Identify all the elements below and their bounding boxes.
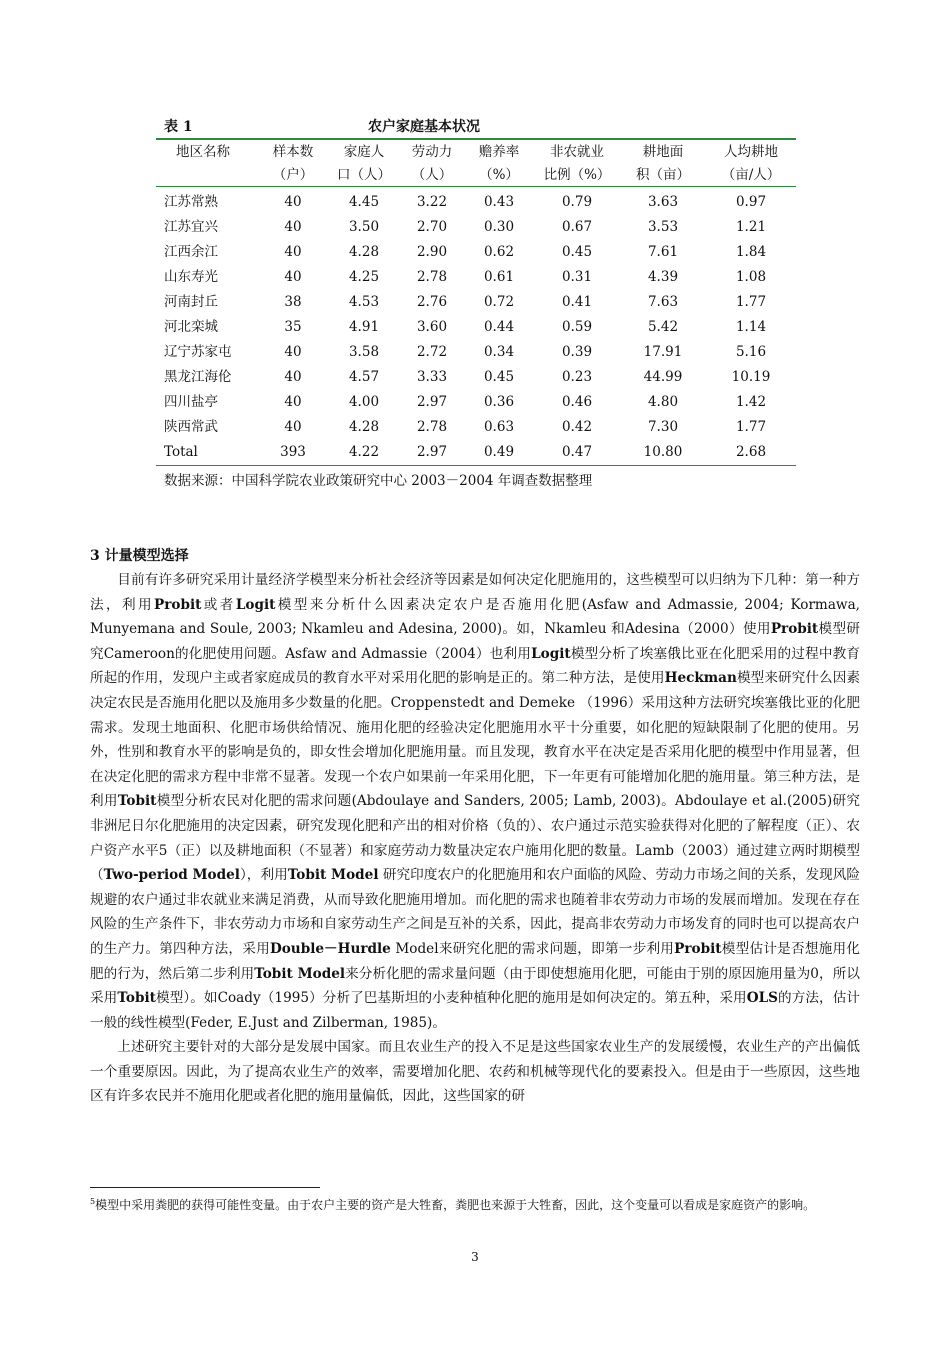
bold-term: Probit (770, 621, 819, 638)
table-cell-value: 0.34 (483, 344, 515, 360)
table-cell-region: 陕西常武 (164, 419, 218, 435)
table-cell-region: 四川盐亭 (164, 394, 218, 410)
table-cell-value: 40 (284, 194, 302, 210)
table-cell-value: 40 (284, 369, 302, 385)
table-cell-region: 江苏常熟 (164, 194, 218, 210)
table-row (156, 365, 796, 390)
table-cell-value: 0.97 (735, 194, 767, 210)
column-header-unit: 比例（%） (543, 167, 611, 183)
table-row (156, 215, 796, 240)
bold-term: Tobit Model (287, 867, 379, 884)
table-cell-value: 3.50 (348, 219, 380, 235)
table-cell-value: 40 (284, 269, 302, 285)
table-cell-value: 4.57 (348, 369, 380, 385)
text-run: ），利用 (239, 867, 288, 884)
table-cell-value: 0.31 (561, 269, 593, 285)
table-cell-value: 7.63 (647, 294, 679, 310)
table-cell-value: 40 (284, 419, 302, 435)
table-cell-value: 0.46 (561, 394, 593, 410)
table-cell-value: 4.25 (348, 269, 380, 285)
text-run: 研究印度农户的化肥施用和农户面临的风险、劳动力市场之间的关系，发现风险规避的农户通过非农就业来满足消费，从而导致化肥施用增加。而化肥的需求也随着非农劳动力市场的发展而增加。发现在存在风险的生产条件下，非农劳动力市场和自家劳动生产之间是互补的关系，因此，提高非农劳动力市场发育的同时也可以提高农户的生产力。第四种方法，采用 (90, 867, 860, 957)
data-table (156, 140, 796, 465)
table-cell-value: 0.44 (483, 319, 515, 335)
table-cell-region: 河南封丘 (164, 294, 218, 310)
table-cell-value: 4.45 (348, 194, 380, 210)
table-body (156, 187, 796, 465)
table-number: 表 1 (164, 119, 193, 135)
table-cell-value: 2.76 (416, 294, 448, 310)
text-run: 模型研究Cameroon的化肥使用问题。Asfaw and Admassie（2004）也利用 (90, 621, 861, 662)
column-header: 非农就业 (550, 144, 604, 160)
footnote-separator (90, 1187, 320, 1188)
table-cell-value: 2.90 (416, 244, 448, 260)
table-cell-value: 4.91 (348, 319, 380, 335)
table-cell-value: 3.22 (416, 194, 448, 210)
table-title: 农户家庭基本状况 (368, 119, 480, 135)
bold-term: Tobit (117, 990, 156, 1007)
table-row (156, 240, 796, 265)
text-run: 目前有许多研究采用计量经济学模型来分析社会经济等因素是如何决定化肥施用的，这些模型可以归纳为下几种：第一种方法，利用 (90, 572, 860, 613)
column-header: 人均耕地 (724, 144, 778, 160)
table-cell-value: 35 (284, 319, 302, 335)
table-cell-value: 393 (280, 444, 306, 460)
table-cell-value: 0.43 (483, 194, 515, 210)
column-header: 地区名称 (176, 144, 230, 160)
table-cell-value: 1.77 (735, 419, 767, 435)
text-run: 或者 (201, 596, 236, 613)
table-cell-value: 2.97 (416, 394, 448, 410)
table-cell-value: 1.08 (735, 269, 767, 285)
text-run: 模型来研究什么因素决定农民是否施用化肥以及施用多少数量的化肥。Croppenstedt and Demeke （1996）采用这种方法研究埃塞俄比亚的化肥需求。发现土地面积、化肥市场供给情况、施用化肥的经验决定化肥施用水平十分重要，如化肥的短缺限制了化肥的使用。另外，性别和教育水平的影响是负的，即女性会增加化肥施用量。而且发现，教育水平在决定是否采用化肥的模型中作用显著，但在决定化肥的需求方程中非常不显著。发现一个农户如果前一年采用化肥，下一年更有可能增加化肥的施用量。第三种方法，是利用 (90, 670, 861, 810)
text-run: 模型估计是否想施用化肥的行为，然后第二步利用 (90, 940, 860, 982)
table-caption (156, 116, 796, 138)
table-cell-value: 2.78 (416, 269, 448, 285)
table-cell-value: 3.63 (647, 194, 679, 210)
column-header: 耕地面 (642, 144, 684, 160)
table-cell-value: 4.22 (348, 444, 380, 460)
column-header: 样本数 (272, 144, 314, 160)
table-source-note: 数据来源：中国科学院农业政策研究中心 2003－2004 年调查数据整理 (164, 473, 593, 489)
table-cell-region: 山东寿光 (164, 269, 218, 285)
bold-term: Logit (235, 596, 276, 613)
table-cell-value: 2.72 (416, 344, 448, 360)
paragraph-developing-countries: 上述研究主要针对的大部分是发展中国家。而且农业生产的投入不足是这些国家农业生产的发展缓慢，农业生产的产出偏低一个重要原因。因此，为了提高农业生产的效率，需要增加化肥、农药和机械等现代化的要素投入。但是由于一些原因，这些地区有许多农民并不施用化肥或者化肥的施用量偏低，因此，这些国家的研 (90, 1039, 860, 1105)
column-header: 劳动力 (411, 144, 453, 160)
table-cell-value: 2.78 (416, 419, 448, 435)
table-header-row-units (156, 164, 796, 186)
table-cell-value: 3.60 (416, 319, 448, 335)
column-header-unit: 积（亩） (636, 167, 690, 183)
table-cell-value: 0.41 (561, 294, 593, 310)
table-cell-value: 0.36 (483, 394, 515, 410)
table-cell-value: 0.67 (561, 219, 593, 235)
table-row (156, 187, 796, 215)
table-cell-value: 10.19 (731, 369, 771, 385)
table-row (156, 415, 796, 440)
table-cell-value: 1.42 (735, 394, 767, 410)
paragraph-model-methods (90, 568, 860, 1035)
table-cell-region: 江苏宜兴 (164, 219, 218, 235)
table-cell-value: 38 (284, 294, 302, 310)
table-cell-value: 10.80 (643, 444, 683, 460)
text-run: 模型来分析什么因素决定农户是否施用化肥(Asfaw and Admassie, 2004; Kormawa, Munyemana and Soule, 2003; Nkamleu and Adesina, 2000)。如，Nkamleu 和Adesina（2000）使用 (90, 596, 860, 638)
text-run: 模型）。如Coady（1995）分析了巴基斯坦的小麦种植种化肥的施用是如何决定的。第五种，采用 (155, 990, 747, 1007)
page-number: 3 (471, 1250, 479, 1264)
table-cell-value: 17.91 (643, 344, 683, 360)
table-cell-value: 0.45 (561, 244, 593, 260)
body-text (90, 568, 860, 1109)
table-cell-value: 5.42 (647, 319, 679, 335)
column-header-unit: （人） (411, 167, 453, 183)
bold-term: OLS (746, 990, 778, 1007)
table-cell-value: 44.99 (643, 369, 683, 385)
text-run: 来分析化肥的需求量问题（由于即使想施用化肥，可能由于别的原因施用量为0，所以采用 (90, 965, 860, 1007)
bold-term: Probit (674, 940, 722, 957)
table-header-row (156, 140, 796, 164)
table-row (156, 340, 796, 365)
table-cell-value: 4.28 (348, 244, 380, 260)
text-run: 的方法，估计一般的线性模型(Feder, E.Just and Zilberman, 1985)。 (90, 990, 861, 1031)
table-cell-value: 0.61 (483, 269, 515, 285)
text-run: Model来研究化肥的需求问题，即第一步利用 (390, 940, 675, 957)
table-row (156, 440, 796, 465)
table-cell-value: 0.63 (483, 419, 515, 435)
table-cell-value: 0.42 (561, 419, 593, 435)
table-cell-value: 1.14 (735, 319, 767, 335)
table-cell-value: 0.62 (483, 244, 515, 260)
table-row (156, 390, 796, 415)
bold-term: Tobit Model (254, 965, 346, 982)
column-header-unit: （%） (479, 167, 519, 183)
table-cell-value: 7.30 (647, 419, 679, 435)
table-cell-value: 1.21 (735, 219, 767, 235)
table-cell-value: 40 (284, 344, 302, 360)
table-cell-value: 5.16 (735, 344, 767, 360)
section-heading: 3 计量模型选择 (90, 548, 189, 564)
table-cell-value: 2.68 (735, 444, 767, 460)
bold-term: Double－Hurdle (269, 940, 391, 957)
table-cell-value: 3.58 (348, 344, 380, 360)
table-cell-region: 辽宁苏家屯 (164, 344, 232, 360)
table-row (156, 315, 796, 340)
table-cell-value: 40 (284, 394, 302, 410)
table-cell-value: 40 (284, 244, 302, 260)
bold-term: Two-period Model (103, 867, 240, 884)
table-cell-value: 4.53 (348, 294, 380, 310)
table-cell-value: 0.30 (483, 219, 515, 235)
table-cell-value: 0.49 (483, 444, 515, 460)
text-run: 模型分析农民对化肥的需求问题(Abdoulaye and Sanders, 2005; Lamb, 2003)。Abdoulaye et al.(2005)研究非洲尼日尔化肥施用的决定因素，研究发现化肥和产出的相对价格（负的）、农户通过示范实验获得对化肥的了解程度（正）、农户资产水平5（正）以及耕地面积（不显著）和家庭劳动力数量决定农户施用化肥的数量。Lamb（2003）通过建立两时期模型（ (90, 793, 860, 884)
table-cell-value: 0.79 (561, 194, 593, 210)
table-cell-region: 黑龙江海伦 (164, 369, 232, 385)
table-row (156, 290, 796, 315)
column-header-unit: （户） (272, 167, 314, 183)
footnote-mark: 5 (90, 1197, 96, 1206)
table-cell-value: 7.61 (647, 244, 679, 260)
column-header-unit: 口（人） (337, 167, 391, 183)
table-cell-value: 4.39 (647, 269, 679, 285)
table-cell-value: 2.97 (416, 444, 448, 460)
table-cell-value: 4.00 (348, 394, 380, 410)
table-cell-value: 3.53 (647, 219, 679, 235)
table-cell-region: 江西余江 (164, 244, 218, 260)
table-cell-value: 40 (284, 219, 302, 235)
footnote (90, 1193, 860, 1215)
table-cell-region: 河北栾城 (164, 319, 218, 335)
table-cell-value: 3.33 (416, 369, 448, 385)
table-cell-value: 1.84 (735, 244, 767, 260)
table-cell-value: 0.39 (561, 344, 593, 360)
table-block (156, 116, 796, 489)
table-cell-value: 0.47 (561, 444, 593, 460)
table-cell-value: 2.70 (416, 219, 448, 235)
table-cell-value: 0.45 (483, 369, 515, 385)
table-cell-value: 4.28 (348, 419, 380, 435)
table-bottom-rule (156, 465, 796, 466)
bold-term: Probit (154, 596, 202, 613)
table-cell-region: Total (164, 444, 198, 460)
bold-term: Heckman (664, 670, 737, 687)
column-header-unit (156, 164, 258, 186)
table-cell-value: 0.72 (483, 294, 515, 310)
footnote-text: 模型中采用粪肥的获得可能性变量。由于农户主要的资产是大牲畜，粪肥也来源于大牲畜，因此，这个变量可以看成是家庭资产的影响。 (95, 1198, 816, 1212)
table-cell-value: 1.77 (735, 294, 767, 310)
column-header: 赡养率 (478, 144, 520, 160)
table-cell-value: 0.23 (561, 369, 593, 385)
text-run: 模型分析了埃塞俄比亚在化肥采用的过程中教育所起的作用，发现户主或者家庭成员的教育水平对采用化肥的影响是正的。第二种方法，是使用 (90, 645, 860, 687)
column-header-unit: （亩/人） (721, 167, 781, 183)
table-row (156, 265, 796, 290)
table-cell-value: 0.59 (561, 319, 593, 335)
table-cell-value: 4.80 (647, 394, 679, 410)
column-header: 家庭人 (343, 144, 385, 160)
bold-term: Tobit (117, 793, 157, 810)
bold-term: Logit (531, 645, 571, 662)
